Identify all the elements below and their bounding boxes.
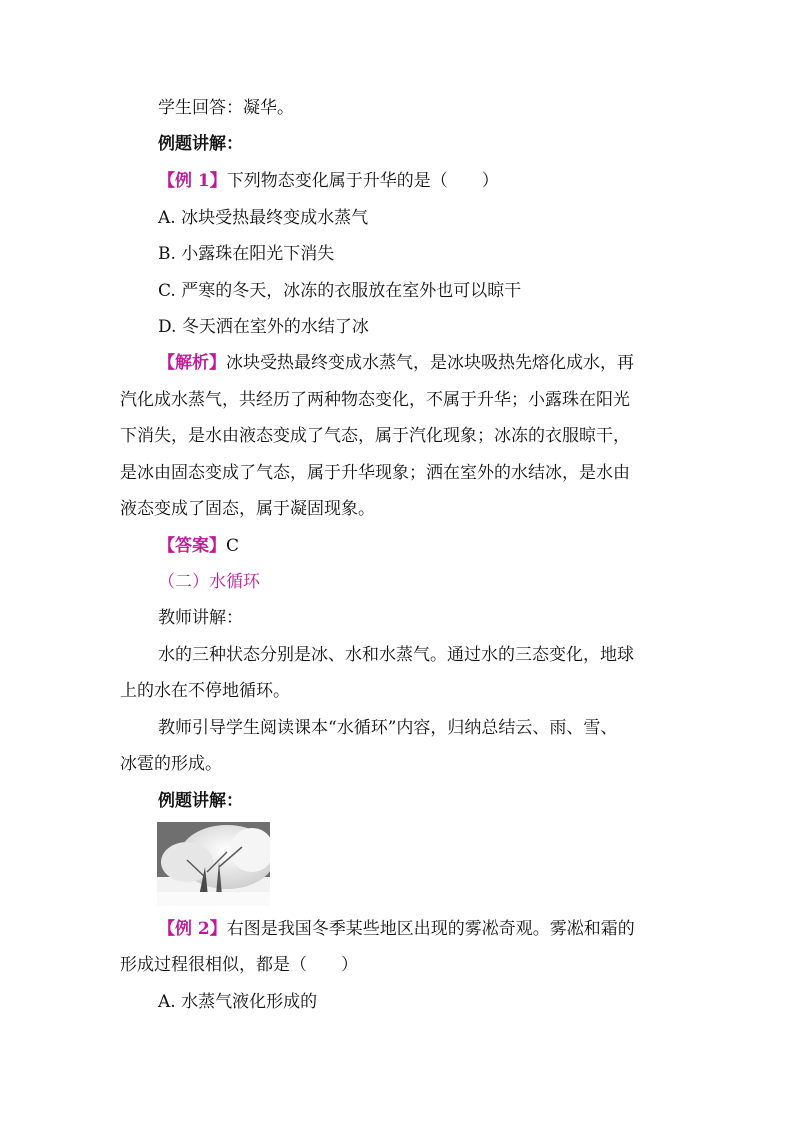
example-2-question-line-2: 形成过程很相似，都是（ ） [120, 955, 358, 975]
example-2-text-1: 右图是我国冬季某些地区出现的雾凇奇观。雾凇和霜的 [226, 919, 635, 939]
section-heading-water-cycle: （二）水循环 [158, 572, 260, 592]
option-a: A. 冰块受热最终变成水蒸气 [158, 208, 369, 228]
example-1-text: 下列物态变化属于升华的是（ ） [226, 171, 499, 191]
paragraph-2-line-2: 冰雹的形成。 [120, 754, 222, 774]
analysis-line-2: 汽化成水蒸气，共经历了两种物态变化，不属于升华；小露珠在阳光 [120, 390, 630, 410]
example-heading: 例题讲解： [158, 134, 243, 154]
paragraph-1-line-1: 水的三种状态分别是冰、水和水蒸气。通过水的三态变化，地球 [158, 645, 634, 665]
option-c: C. 严寒的冬天，冰冻的衣服放在室外也可以晾干 [158, 281, 522, 301]
example-2-option-a: A. 水蒸气液化形成的 [158, 992, 318, 1012]
rime-tree-illustration [157, 822, 270, 906]
rime-frost-photo [157, 822, 270, 906]
example-2-tag: 【例 2】 [158, 919, 227, 939]
example-1-tag: 【例 1】 [158, 171, 227, 191]
analysis-text-1: 冰块受热最终变成水蒸气，是冰块吸热先熔化成水，再 [226, 353, 634, 373]
line-student-answer: 学生回答：凝华。 [158, 98, 294, 118]
example-2-question-line-1 [158, 918, 635, 940]
teacher-explain-heading: 教师讲解： [158, 608, 243, 628]
analysis-line-4: 是冰由固态变成了气态，属于升华现象；洒在室外的水结冰，是水由 [120, 463, 630, 483]
answer-value: C [226, 536, 240, 556]
paragraph-2-line-1: 教师引导学生阅读课本“水循环”内容，归纳总结云、雨、雪、 [158, 718, 618, 738]
option-d: D. 冬天洒在室外的水结了冰 [158, 317, 369, 337]
analysis-tag: 【解析】 [158, 353, 226, 373]
option-b: B. 小露珠在阳光下消失 [158, 244, 335, 264]
answer-line [158, 535, 239, 557]
paragraph-1-line-2: 上的水在不停地循环。 [120, 681, 290, 701]
analysis-line-1 [158, 352, 634, 374]
analysis-line-3: 下消失，是水由液态变成了气态，属于汽化现象；冰冻的衣服晾干， [120, 426, 630, 446]
example-1-question [158, 170, 499, 192]
example-heading-2: 例题讲解： [158, 791, 243, 811]
answer-tag: 【答案】 [158, 536, 226, 556]
analysis-line-5: 液态变成了固态，属于凝固现象。 [120, 499, 375, 519]
